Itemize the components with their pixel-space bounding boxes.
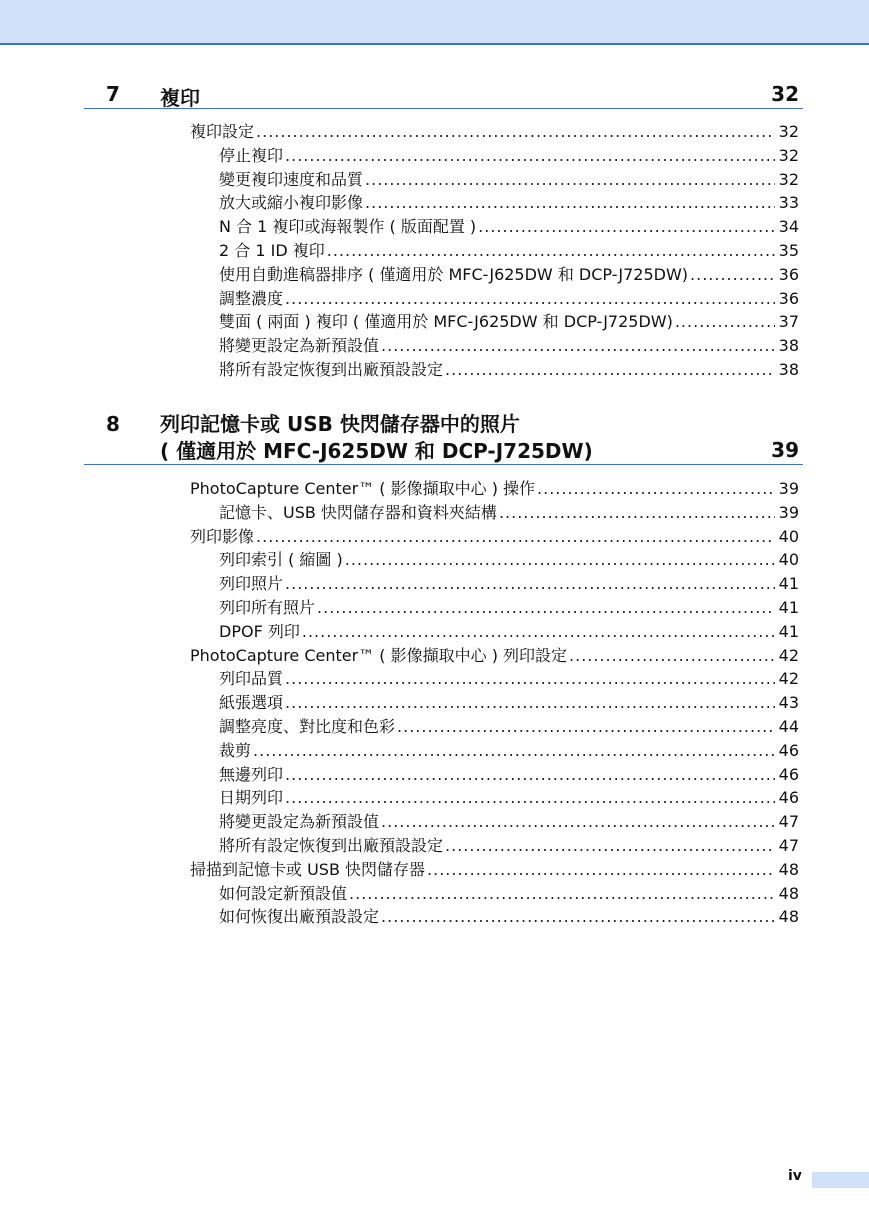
toc-entry-page: 38 [778, 336, 799, 356]
toc-dot-leader [285, 667, 775, 691]
toc-entry-page: 42 [778, 669, 799, 689]
toc-dot-leader [256, 525, 775, 549]
toc-entry[interactable] [190, 477, 799, 501]
toc-entry-page: 46 [778, 788, 799, 808]
toc-entry-page: 32 [778, 169, 799, 189]
toc-entry-page: 39 [778, 479, 799, 498]
toc-entry-label: 列印索引 ( 縮圖 ) [219, 550, 343, 570]
chapter-title-line-2: ( 僅適用於 MFC-J625DW 和 DCP-J725DW) [160, 439, 593, 463]
toc-dot-leader [253, 739, 775, 763]
toc-entry-label: DPOF 列印 [219, 621, 300, 641]
toc-entry-label: 將所有設定恢復到出廠預設設定 [219, 360, 444, 379]
toc-dot-leader [445, 834, 775, 858]
toc-entry[interactable] [219, 310, 799, 334]
toc-entry-page: 48 [778, 907, 799, 927]
toc-entry-page: 46 [778, 764, 799, 784]
toc-entry-label: 無邊列印 [219, 764, 284, 784]
toc-dot-leader [285, 763, 775, 787]
toc-dot-leader [397, 715, 775, 739]
toc-entry-page: 41 [778, 598, 799, 617]
toc-dot-leader [345, 548, 775, 572]
page-number: iv [788, 1168, 802, 1184]
toc-entry-label: N 合 1 複印或海報製作 ( 版面配置 ) [219, 217, 477, 237]
chapter-title-line-1: 列印記憶卡或 USB 快閃儲存器中的照片 [160, 412, 520, 436]
toc-entry[interactable] [219, 882, 799, 906]
toc-entry-label: 將所有設定恢復到出廠預設設定 [219, 836, 444, 855]
toc-entry-label: 停止複印 [219, 145, 284, 165]
toc-entry-label: 調整濃度 [219, 288, 284, 308]
toc-entry[interactable] [219, 715, 799, 739]
toc-entry-page: 40 [778, 550, 799, 570]
toc-entry[interactable] [219, 763, 799, 787]
toc-entry-page: 47 [778, 812, 799, 832]
toc-entry-label: 使用自動進稿器排序 ( 僅適用於 MFC-J625DW 和 DCP-J725DW) [219, 264, 689, 284]
toc-dot-leader [327, 239, 775, 263]
toc-entry-label: 裁剪 [219, 740, 252, 760]
toc-entry[interactable] [219, 572, 799, 596]
toc-entry-label: 列印品質 [219, 669, 284, 689]
toc-entry-label: PhotoCapture Center™ ( 影像擷取中心 ) 操作 [190, 479, 536, 498]
chapter-number: 7 [106, 82, 120, 106]
toc-entry[interactable] [219, 810, 799, 834]
toc-entry-page: 39 [778, 502, 799, 522]
toc-entry-page: 41 [778, 621, 799, 641]
chapter-number: 8 [106, 412, 120, 436]
toc-entry-label: 放大或縮小複印影像 [219, 193, 364, 213]
toc-entry[interactable] [219, 358, 799, 382]
toc-entry[interactable] [219, 501, 799, 525]
toc-entry[interactable] [219, 667, 799, 691]
toc-entry-page: 41 [778, 574, 799, 594]
toc-entry-page: 42 [778, 645, 799, 665]
toc-dot-leader [365, 168, 775, 192]
toc-entry[interactable] [219, 287, 799, 311]
toc-entry-label: 如何恢復出廠預設設定 [219, 907, 380, 927]
toc-dot-leader [256, 120, 775, 144]
header-band [0, 0, 869, 45]
toc-dot-leader [690, 263, 775, 287]
toc-dot-leader [445, 358, 775, 382]
toc-entry-page: 37 [778, 312, 799, 332]
toc-entry-label: 調整亮度、對比度和色彩 [219, 717, 396, 736]
toc-dot-leader [675, 310, 775, 334]
chapter-page: 39 [771, 438, 799, 462]
toc-entry-page: 47 [778, 836, 799, 855]
toc-entry[interactable] [219, 215, 799, 239]
toc-entry-label: 日期列印 [219, 788, 284, 808]
chapter-title: 複印 [160, 86, 200, 110]
toc-entry[interactable] [219, 596, 799, 620]
toc-entry[interactable] [219, 144, 799, 168]
toc-entry-label: 將變更設定為新預設值 [219, 336, 380, 356]
chapter-7-heading [84, 80, 803, 109]
toc-entry-page: 32 [778, 122, 799, 141]
toc-entry-label: 列印所有照片 [219, 598, 316, 617]
toc-entry[interactable] [219, 739, 799, 763]
toc-entry[interactable] [219, 239, 799, 263]
toc-dot-leader [349, 882, 775, 906]
toc-entry-page: 38 [778, 360, 799, 379]
toc-entry[interactable] [219, 168, 799, 192]
toc-entry[interactable] [219, 548, 799, 572]
toc-entry-page: 34 [778, 217, 799, 237]
toc-entry-label: 記憶卡、USB 快閃儲存器和資料夾結構 [219, 502, 497, 522]
toc-entry-label: PhotoCapture Center™ ( 影像擷取中心 ) 列印設定 [190, 645, 568, 665]
toc-entry-page: 32 [778, 145, 799, 165]
chapter-page: 32 [771, 82, 799, 106]
toc-dot-leader [381, 905, 775, 929]
toc-dot-leader [285, 572, 775, 596]
toc-entry-label: 列印照片 [219, 574, 284, 594]
toc-dot-leader [381, 334, 775, 358]
footer-tab [812, 1172, 869, 1188]
chapter-8-heading [84, 408, 803, 465]
toc-entry-page: 46 [778, 740, 799, 760]
toc-entry[interactable] [219, 263, 799, 287]
toc-dot-leader [478, 215, 774, 239]
toc-entry[interactable] [219, 834, 799, 858]
toc-entry[interactable] [190, 858, 799, 882]
toc-entry-page: 44 [778, 717, 799, 736]
toc-entry[interactable] [219, 905, 799, 929]
toc-entry-page: 40 [778, 526, 799, 546]
toc-dot-leader [285, 691, 775, 715]
toc-entry-page: 36 [778, 264, 799, 284]
toc-entry[interactable] [219, 620, 799, 644]
toc-dot-leader [365, 191, 775, 215]
toc-entry-label: 將變更設定為新預設值 [219, 812, 380, 832]
toc-dot-leader [427, 858, 775, 882]
toc-entry-label: 紙張選項 [219, 693, 284, 713]
toc-entry-page: 43 [778, 693, 799, 713]
toc-dot-leader [317, 596, 775, 620]
toc-entry-label: 如何設定新預設值 [219, 883, 348, 903]
toc-entry-label: 變更複印速度和品質 [219, 169, 364, 189]
toc-entry-page: 33 [778, 193, 799, 213]
toc-entry-page: 35 [778, 241, 799, 260]
toc-dot-leader [285, 144, 775, 168]
chapter-title [160, 411, 593, 465]
toc-dot-leader [285, 786, 775, 810]
toc-entry-label: 雙面 ( 兩面 ) 複印 ( 僅適用於 MFC-J625DW 和 DCP-J725DW) [219, 312, 673, 332]
toc-dot-leader [499, 501, 775, 525]
toc-dot-leader [537, 477, 775, 501]
toc-dot-leader [302, 620, 775, 644]
toc-entry-label: 列印影像 [190, 526, 255, 546]
toc-entry-page: 48 [778, 859, 799, 879]
toc-entry[interactable] [190, 525, 799, 549]
toc-dot-leader [285, 287, 775, 311]
toc-entry-page: 48 [778, 883, 799, 903]
toc-entry[interactable] [190, 644, 799, 668]
toc-entry[interactable] [219, 691, 799, 715]
toc-entry[interactable] [190, 120, 799, 144]
toc-entry-label: 2 合 1 ID 複印 [219, 241, 325, 260]
toc-dot-leader [569, 644, 775, 668]
toc-entry-label: 複印設定 [190, 122, 255, 141]
toc-entry[interactable] [219, 191, 799, 215]
toc-entry[interactable] [219, 334, 799, 358]
toc-entry[interactable] [219, 786, 799, 810]
toc-entry-page: 36 [778, 288, 799, 308]
toc-dot-leader [381, 810, 775, 834]
toc-entry-label: 掃描到記憶卡或 USB 快閃儲存器 [190, 859, 426, 879]
